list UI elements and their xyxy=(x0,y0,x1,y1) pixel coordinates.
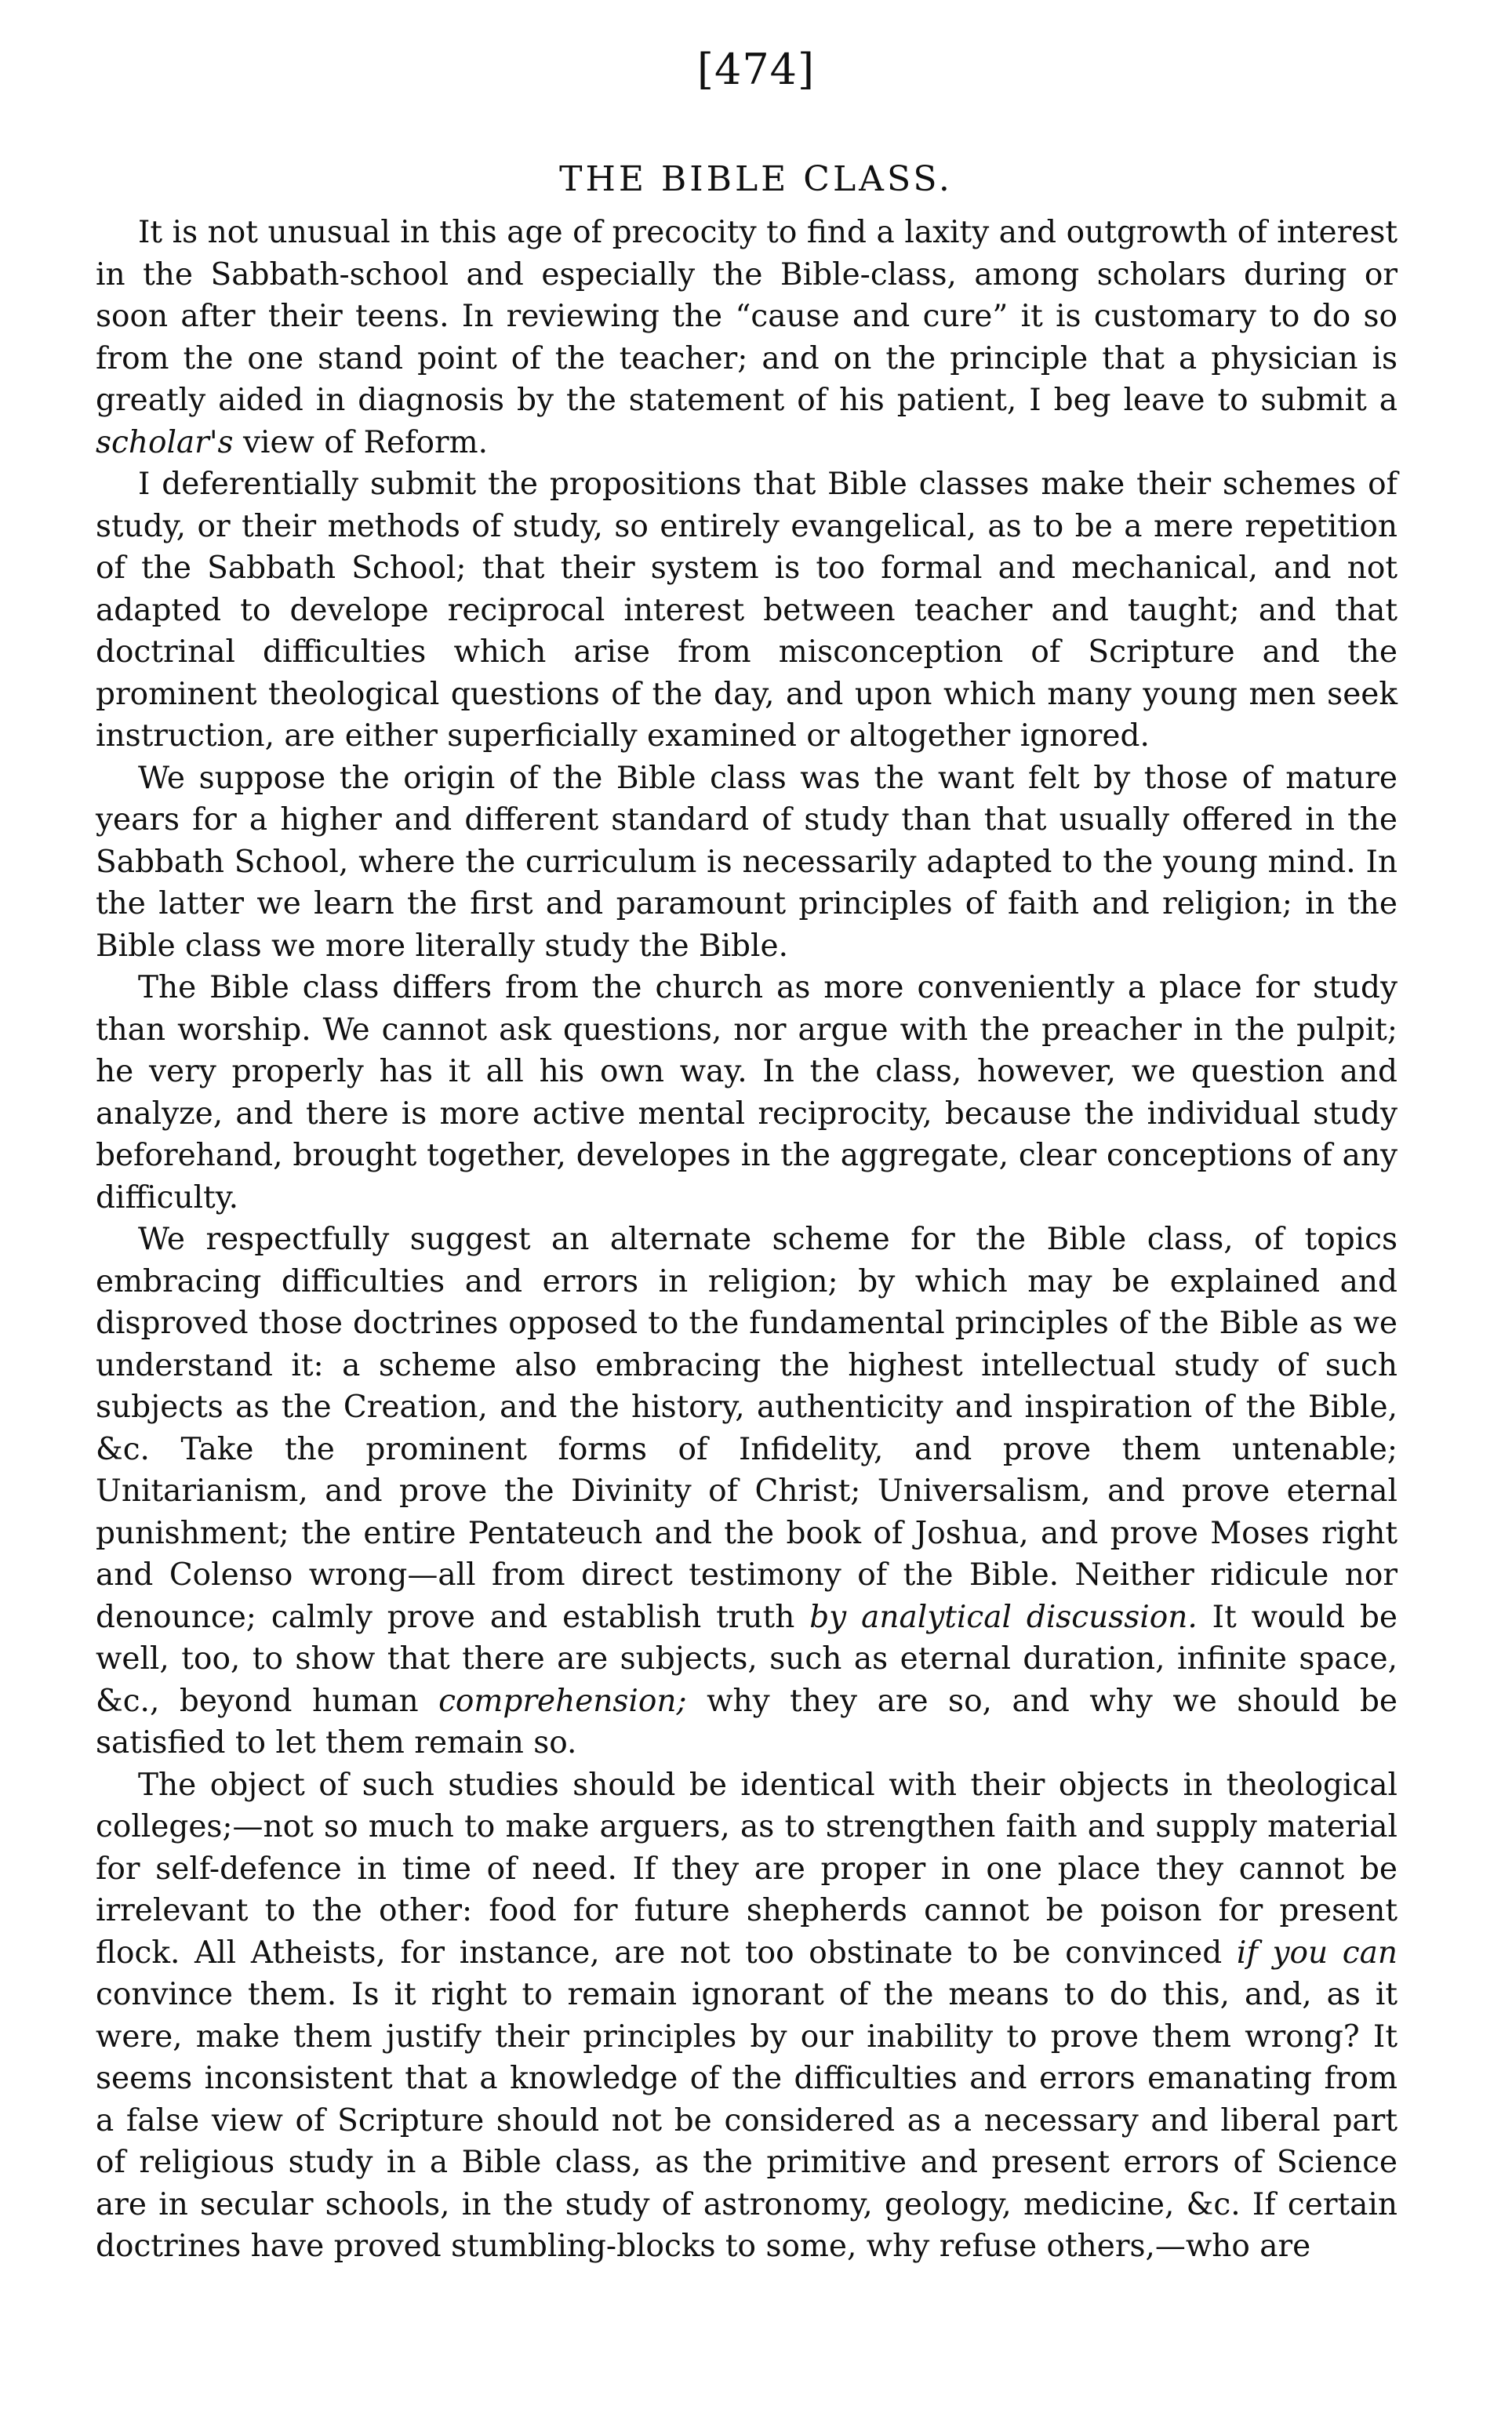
article-body xyxy=(96,212,1398,2268)
paragraph-1-text-after: view of Reform. xyxy=(233,424,489,460)
page-number: [474] xyxy=(696,45,816,94)
paragraph-6 xyxy=(96,1764,1398,2268)
paragraph-5-emphasis: by analytical discussion. xyxy=(809,1599,1198,1635)
paragraph-5-text-middle: It would be well, too, to show that there are subjects, such as eternal duration, infinite space, &c., beyond human xyxy=(96,1599,1398,1719)
paragraph-6-text-before: The object of such studies should be identical with their objects in theological colleges;—not so much to make arguers, as to strengthen faith and supply material for self-defence in time of need. If they are proper in one place they cannot be irrelevant to the other: food for future shepherds cannot be poison for present flock. All Atheists, for instance, are not too obstinate to be convinced xyxy=(96,1767,1398,1971)
article-title: THE BIBLE CLASS. xyxy=(559,159,953,200)
paragraph-6-emphasis: if you can xyxy=(1236,1935,1398,1971)
paragraph-4: The Bible class differs from the church as more conveniently a place for study than worship. We cannot ask questions, nor argue with the preacher in the pulpit; he very properly has it all his own way. In the class, however, we question and analyze, and there is more active mental reciprocity, because the individual study beforehand, brought together, developes in the aggregate, clear conceptions of any difficulty. xyxy=(96,970,1398,1215)
paragraph-5-text-before: We respectfully suggest an alternate scheme for the Bible class, of topics embracing difficulties and errors in religion; by which may be explained and disproved those doctrines opposed to the fundamental principles of the Bible as we understand it: a scheme also embracing the highest intellectual study of such subjects as the Creation, and the history, authenticity and inspiration of the Bible, &c. Take the prominent forms of Infidelity, and prove them untenable; Unitarianism, and prove the Divinity of Christ; Universalism, and prove eternal punishment; the entire Pentateuch and the book of Joshua, and prove Moses right and Colenso wrong—all from direct testimony of the Bible. Neither ridicule nor denounce; calmly prove and establish truth xyxy=(96,1222,1398,1635)
paragraph-5-text-after: why they are so, and why we should be satisfied to let them remain so. xyxy=(96,1683,1398,1760)
paragraph-6-text-after: convince them. Is it right to remain ignorant of the means to do this, and, as it were, make them justify their principles by our inability to prove them wrong? It seems inconsistent that a knowledge of the difficulties and errors emanating from a false view of Scripture should not be considered as a necessary and liberal part of religious study in a Bible class, as the primitive and present errors of Science are in secular schools, in the study of astronomy, geology, medicine, &c. If certain doctrines have proved stumbling-blocks to some, why refuse others,—who are xyxy=(96,1977,1398,2264)
paragraph-1 xyxy=(96,212,1398,463)
paragraph-2: I deferentially submit the propositions that Bible classes make their schemes of study, or their methods of study, so entirely evangelical, as to be a mere repetition of the Sabbath School; that their system is too formal and mechanical, and not adapted to develope reciprocal interest between teacher and taught; and that doctrinal difficulties which arise from misconception of Scripture and the prominent theological questions of the day, and upon which many young men seek instruction, are either superficially examined or altogether ignored. xyxy=(96,467,1398,754)
paragraph-5-emphasis-2: comprehension; xyxy=(438,1683,687,1719)
paragraph-1-emphasis: scholar's xyxy=(96,424,234,460)
paragraph-1-text-before: It is not unusual in this age of precocity to find a laxity and outgrowth of interest in the Sabbath-school and especially the Bible-class, among scholars during or soon after their teens. In reviewing the “cause and cure” it is customary to do so from the one stand point of the teacher; and on the principle that a physician is greatly aided in diagnosis by the statement of his patient, I beg leave to submit a xyxy=(96,215,1398,418)
paragraph-3: We suppose the origin of the Bible class was the want felt by those of mature years for a higher and different standard of study than that usually offered in the Sabbath School, where the curriculum is necessarily adapted to the young mind. In the latter we learn the first and paramount principles of faith and religion; in the Bible class we more literally study the Bible. xyxy=(96,760,1398,964)
paragraph-5 xyxy=(96,1219,1398,1764)
